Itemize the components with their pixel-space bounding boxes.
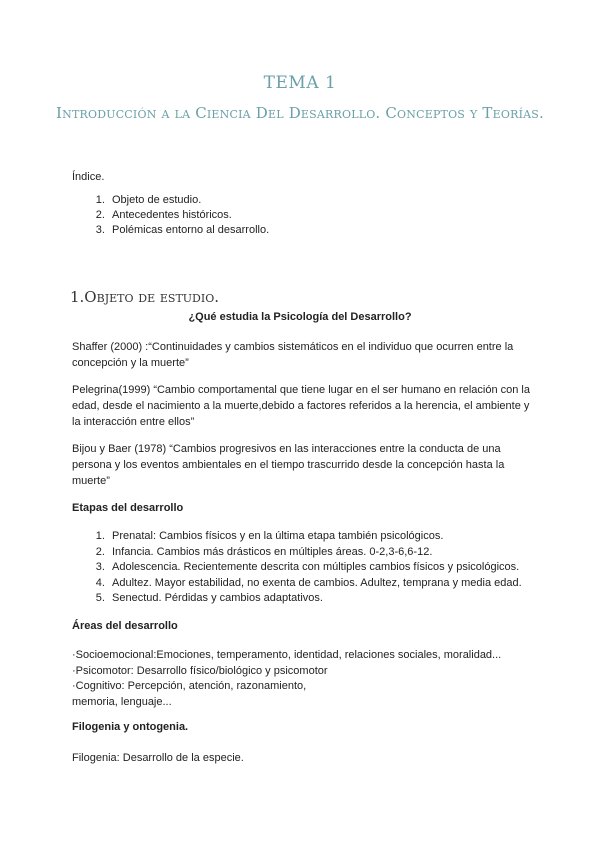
definition-paragraph: Pelegrina(1999) “Cambio comportamental que tiene lugar en el ser humano en relación con la edad, desde el nacimiento a la muerte,debido a factores referidos a la herencia, el ambiente y la interacción entre ellos” (72, 384, 530, 428)
stages-list (72, 529, 568, 607)
area-item: ·Psicomotor: Desarrollo físico/biológico y psicomotor (72, 664, 328, 677)
stage-item: 2. Infancia. Cambios más drásticos en múltiples áreas. 0-2,3-6,6-12. (108, 545, 568, 561)
definition-paragraph: Bijou y Baer (1978) “Cambios progresivos en las interacciones entre la conducta de una persona y los eventos ambientales en el tiempo trascurrido desde la concepción hasta la muerte” (72, 443, 505, 487)
area-item: ·Cognitivo: Percepción, atención, razonamiento, (72, 680, 307, 692)
document-title: Introducción a la Ciencia Del Desarrollo. Conceptos y Teorías. (56, 104, 544, 122)
section-question: ¿Qué estudia la Psicología del Desarrollo? (188, 311, 412, 323)
stages-heading: Etapas del desarrollo (72, 502, 184, 514)
index-item: 1. Objeto de estudio. (108, 193, 269, 208)
topic-number: TEMA 1 (263, 73, 337, 93)
index-label: Índice. (72, 171, 105, 183)
phylogeny-text: Filogenia: Desarrollo de la especie. (72, 752, 244, 764)
phylogeny-heading: Filogenia y ontogenia. (72, 721, 189, 733)
stage-item: 1. Prenatal: Cambios físicos y en la última etapa también psicológicos. (108, 529, 568, 545)
index-list (72, 193, 269, 238)
stage-item: 4. Adultez. Mayor estabilidad, no exenta de cambios. Adultez, temprana y media edad. (108, 576, 568, 592)
areas-list (72, 648, 501, 710)
section-heading: 1.Objeto de estudio. (70, 288, 219, 306)
areas-heading: Áreas del desarrollo (72, 620, 178, 632)
area-item: memoria, lenguaje... (72, 695, 172, 708)
stage-item: 3. Adolescencia. Recientemente descrita con múltiples cambios físicos y psicológicos. (108, 560, 568, 576)
index-item: 3. Polémicas entorno al desarrollo. (108, 223, 269, 238)
definition-paragraph: Shaffer (2000) :“Continuidades y cambios sistemáticos en el individuo que ocurren entre la concepción y la muerte” (72, 341, 514, 369)
area-item: ·Socioemocional:Emociones, temperamento, identidad, relaciones sociales, moralidad... (72, 649, 502, 661)
index-item: 2. Antecedentes históricos. (108, 208, 269, 223)
stage-item: 5. Senectud. Pérdidas y cambios adaptativos. (108, 591, 568, 607)
